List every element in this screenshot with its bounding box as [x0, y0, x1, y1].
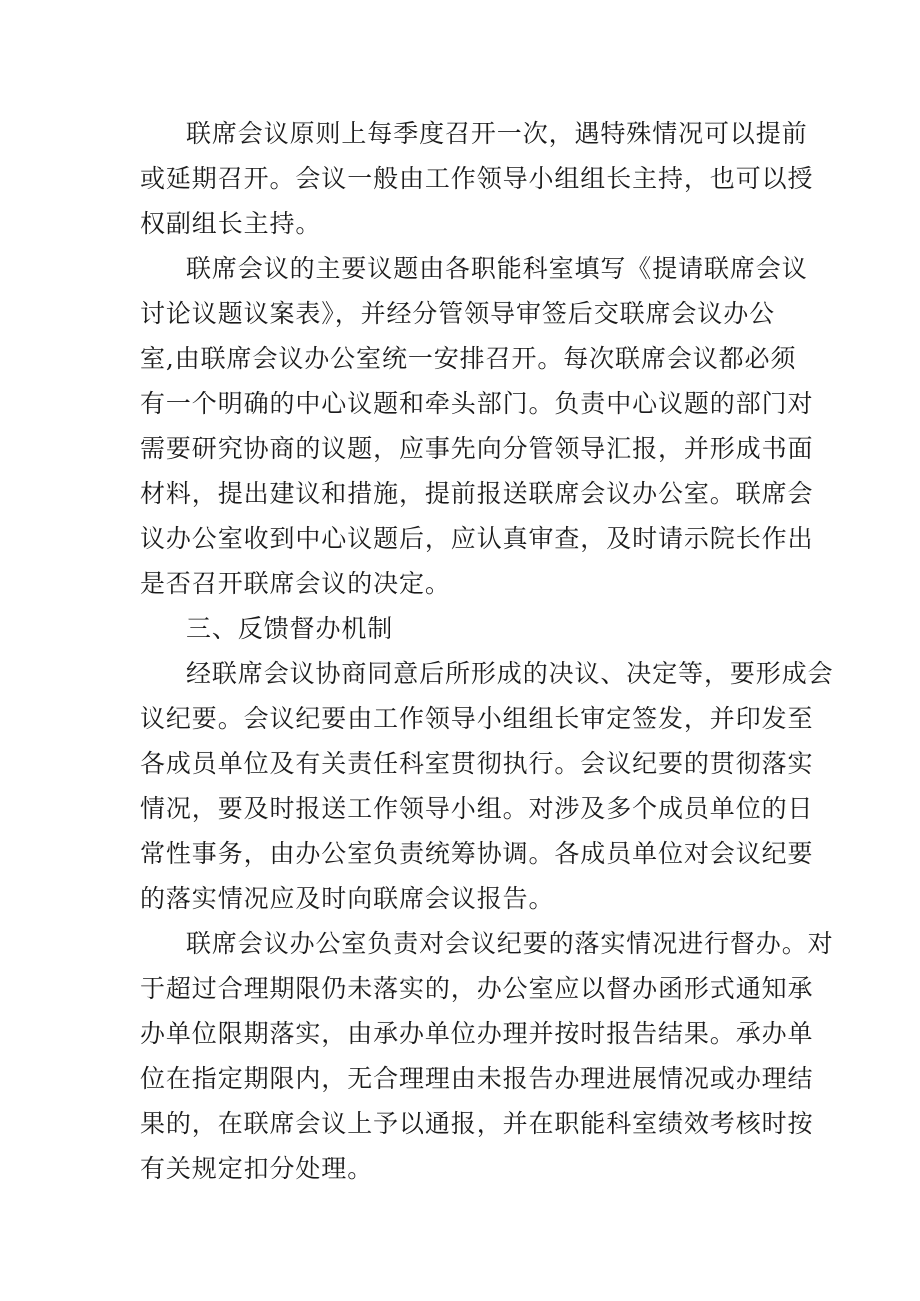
paragraph-3-line-3: 各成员单位及有关责任科室贯彻执行。会议纪要的贯彻落实 [140, 749, 814, 778]
paragraph-2-line-3: 室,由联席会议办公室统一安排召开。每次联席会议都必须 [140, 344, 797, 373]
paragraph-4-line-2: 于超过合理期限仍未落实的，办公室应以督办函形式通知承 [140, 974, 814, 1003]
paragraph-4-line-1: 联席会议办公室负责对会议纪要的落实情况进行督办。对 [186, 929, 834, 958]
paragraph-3-line-4: 情况，要及时报送工作领导小组。对涉及多个成员单位的日 [140, 794, 814, 823]
paragraph-3-line-2: 议纪要。会议纪要由工作领导小组组长审定签发，并印发至 [140, 704, 814, 733]
paragraph-2-line-4: 有一个明确的中心议题和牵头部门。负责中心议题的部门对 [140, 389, 814, 418]
paragraph-4-line-4: 位在指定期限内，无合理理由未报告办理进展情况或办理结 [140, 1064, 814, 1093]
paragraph-2-line-5: 需要研究协商的议题，应事先向分管领导汇报，并形成书面 [140, 434, 814, 463]
paragraph-2-line-7: 议办公室收到中心议题后，应认真审查，及时请示院长作出 [140, 524, 814, 553]
paragraph-3-line-5: 常性事务，由办公室负责统筹协调。各成员单位对会议纪要 [140, 839, 814, 868]
paragraph-1-line-2: 或延期召开。会议一般由工作领导小组组长主持，也可以授 [140, 164, 814, 193]
paragraph-2-line-8: 是否召开联席会议的决定。 [140, 569, 451, 598]
paragraph-3-line-6: 的落实情况应及时向联席会议报告。 [140, 884, 555, 913]
paragraph-4-line-6: 有关规定扣分处理。 [140, 1154, 374, 1183]
paragraph-2-line-1: 联席会议的主要议题由各职能科室填写《提请联席会议 [186, 254, 808, 283]
section-heading: 三、反馈督办机制 [186, 614, 394, 643]
paragraph-1-line-3: 权副组长主持。 [140, 209, 322, 238]
paragraph-4-line-5: 果的，在联席会议上予以通报，并在职能科室绩效考核时按 [140, 1109, 814, 1138]
paragraph-4-line-3: 办单位限期落实，由承办单位办理并按时报告结果。承办单 [140, 1019, 814, 1048]
paragraph-2-line-2: 讨论议题议案表》，并经分管领导审签后交联席会议办公 [140, 299, 776, 328]
paragraph-3-line-1: 经联席会议协商同意后所形成的决议、决定等，要形成会 [186, 659, 834, 688]
paragraph-1-line-1: 联席会议原则上每季度召开一次，遇特殊情况可以提前 [186, 119, 808, 148]
paragraph-2-line-6: 材料，提出建议和措施，提前报送联席会议办公室。联席会 [140, 479, 814, 508]
